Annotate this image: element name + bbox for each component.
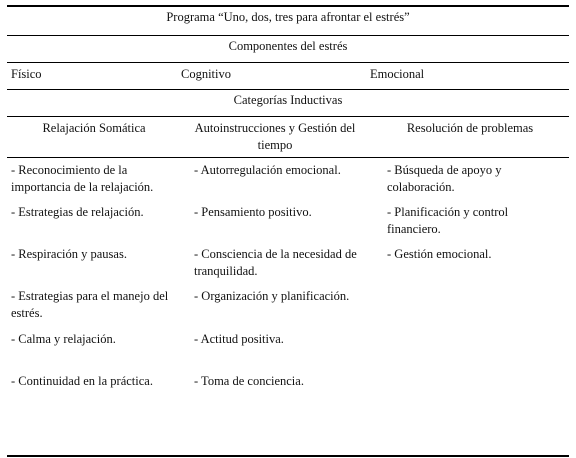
components-heading: Componentes del estrés (228, 39, 348, 53)
categories-heading: Categorías Inductivas (233, 93, 343, 107)
category-somatic-relaxation: Relajación Somática (42, 121, 146, 135)
list-item: - Toma de conciencia. (194, 374, 304, 388)
list-item: - Organización y planificación. (194, 289, 350, 303)
rule-after-categories (7, 157, 569, 158)
list-item: - Consciencia de la necesidad de tranquilidad. (194, 247, 357, 278)
list-item: - Estrategias de relajación. (11, 205, 144, 219)
component-emotional: Emocional (370, 67, 425, 81)
component-physical: Físico (11, 67, 42, 81)
list-item: - Gestión emocional. (387, 247, 492, 261)
list-item: - Actitud positiva. (194, 332, 284, 346)
category-self-instructions: Autoinstrucciones y Gestión del tiempo (194, 121, 356, 152)
list-item: - Búsqueda de apoyo y colaboración. (387, 163, 502, 194)
category-problem-solving: Resolución de problemas (406, 121, 534, 135)
list-item: - Pensamiento positivo. (194, 205, 312, 219)
list-item: - Autorregulación emocional. (194, 163, 341, 177)
rule-after-title (7, 35, 569, 36)
list-item: - Respiración y pausas. (11, 247, 127, 261)
list-item: - Continuidad en la práctica. (11, 374, 153, 388)
rule-after-components-heading (7, 62, 569, 63)
program-title: Programa “Uno, dos, tres para afrontar el estrés” (166, 10, 410, 24)
rule-after-categories-heading (7, 116, 569, 117)
rule-after-components (7, 89, 569, 90)
list-item: - Reconocimiento de la importancia de la relajación. (11, 163, 154, 194)
table-bottom-rule (7, 455, 569, 457)
table-top-rule (7, 5, 569, 7)
list-item: - Calma y relajación. (11, 332, 116, 346)
list-item: - Estrategias para el manejo del estrés. (11, 289, 169, 320)
list-item: - Planificación y control financiero. (387, 205, 509, 236)
component-cognitive: Cognitivo (181, 67, 232, 81)
